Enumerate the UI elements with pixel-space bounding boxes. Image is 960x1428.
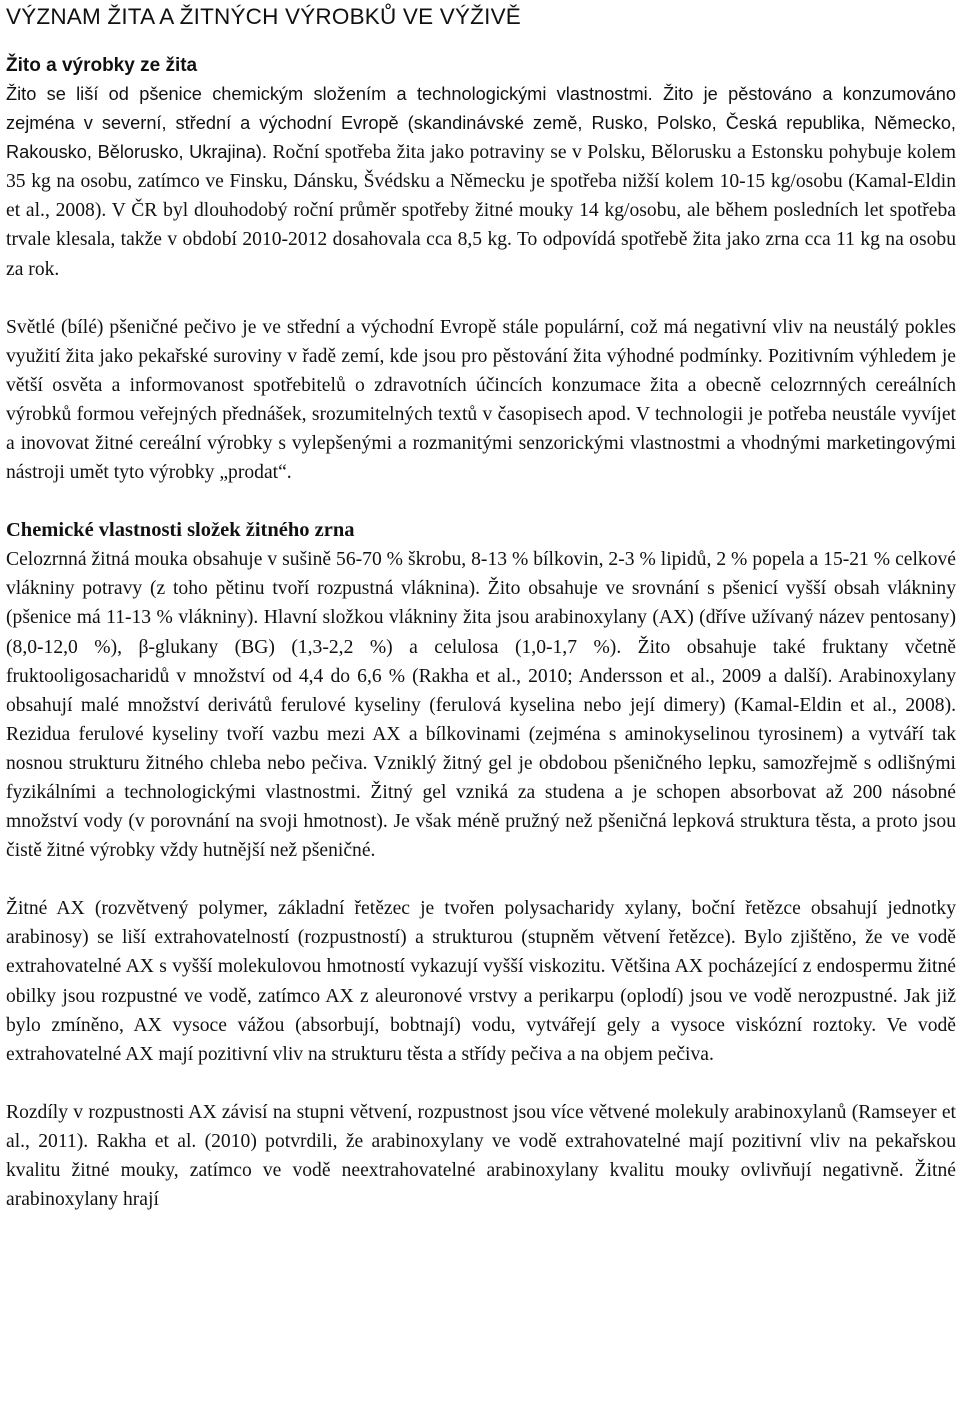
document-title: VÝZNAM ŽITA A ŽITNÝCH VÝROBKŮ VE VÝŽIVĚ [6, 4, 521, 29]
paragraph-white-bread [6, 313, 956, 488]
paragraph-solubility: Rozdíly v rozpustnosti AX závisí na stupni větvení, rozpustnost jsou více větvené molekuly arabinoxylanů (Ramseyer et al., 2011). Rakha et al. (2010) potvrdili, že arabinoxylany ve vodě extrahovatelné mají pozitivní vliv na pekařskou kvalitu žitné mouky, zatímco ve vodě neextrahovatelné arabinoxylany kvalitu mouky ovlivňují negativně. Žitné arabinoxylany hrají [6, 1101, 956, 1211]
paragraph-rye-consumption [6, 80, 956, 284]
paragraph-rye-consumption-part1: Žito se liší od pšenice chemickým složením a technologickými vlastnostmi. Žito je pěstováno a konzumováno zejména v severní, střední a východní Evropě (skandinávské země, Rusko, Polsko, Česká republika, Německo, Rakousko, Bělorusko, Ukrajina). [6, 84, 956, 163]
paragraph-rye-consumption-part2: Roční spotřeba žita jako potraviny se v Polsku, Bělorusku a Estonsku pohybuje kolem 35 kg na osobu, zatímco ve Finsku, Dánsku, Švédsku a Německu je spotřeba nižší kolem 10-15 kg/osobu (Kamal-Eldin et al., 2008). V ČR byl dlouhodobý roční průměr spotřeby žitné mouky 14 kg/osobu, ale během posledních let spotřeba trvale klesala, takže v období 2010-2012 dosahovala cca 8,5 kg. To odpovídá spotřebě žita jako zrna cca 11 kg na osobu za rok. [6, 142, 956, 280]
paragraph-composition: Celozrnná žitná mouka obsahuje v sušině 56-70 % škrobu, 8-13 % bílkovin, 2-3 % lipidů, 2 % popela a 15-21 % celkové vlákniny potravy (z toho pětinu tvoří rozpustná vláknina). Žito obsahuje ve srovnání s pšenicí vyšší obsah vlákniny (pšenice má 11-13 % vlákniny). Hlavní složkou vlákniny žita jsou arabinoxylany (AX) (dříve užívaný název pentosany) (8,0-12,0 %), β-glukany (BG) (1,3-2,2 %) a celulosa (1,0-1,7 %). Žito obsahuje také fruktany včetně fruktooligosacharidů v množství od 4,4 do 6,6 % (Rakha et al., 2010; Andersson et al., 2009 a další). Arabinoxylany obsahují malé množství derivátů ferulové kyseliny (ferulová kyselina nebo její dimery) (Kamal-Eldin et al., 2008). Rezidua ferulové kyseliny tvoří vazbu mezi AX a bílkovinami (zejména s aminokyselinou tyrosinem) a vytváří tak nosnou strukturu žitného chleba nebo pečiva. Vzniklý žitný gel je obdobou pšeničného lepku, samozřejmě s odlišnými fyzikálními a technologickými vlastnostmi. Žitný gel vzniká za studena a je schopen absorbovat až 200 násobné množství vody (v porovnání na svoji hmotnost). Je však méně pružný než pšeničná lepková struktura těsta, a proto jsou čistě žitné výrobky vždy hutnější než pšeničné. [6, 549, 956, 862]
paragraph-white-bread-part2: Pozitivním výhledem je větší osvěta a informovanost spotřebitelů o zdravotních účincích konzumace žita a obecně celozrnných cereálních výrobků formou veřejných přednášek, srozumitelných textů v časopisech apod. V technologii je potřeba neustále vyvíjet a inovovat žitné cereální výrobky s vylepšenými a rozmanitými senzorickými vlastnostmi a vhodnými marketingovými nástroji umět tyto výrobky „prodat“. [6, 345, 956, 484]
paragraph-arabinoxylans: Žitné AX (rozvětvený polymer, základní řetězec je tvořen polysacharidy xylany, boční řetězce obsahují jednotky arabinosy) se liší extrahovatelností (rozpustností) a strukturou (stupněm větvení řetězce). Bylo zjištěno, že ve vodě extrahovatelné AX s vyšší molekulovou hmotností vykazují vyšší viskozitu. Většina AX pocházející z endospermu žitné obilky jsou rozpustné ve vodě, zatímco AX z aleuronové vrstvy a perikarpu (oplodí) jsou ve vodě nerozpustné. Jak již bylo zmíněno, AX vysoce vážou (absorbují, bobtnají) vodu, vytvářejí gely a vysoce viskózní roztoky. Ve vodě extrahovatelné AX mají pozitivní vliv na strukturu těsta a střídy pečiva a na objem pečiva. [6, 898, 956, 1065]
section-heading-rye-products: Žito a výrobky ze žita [6, 55, 198, 76]
section-heading-chemical-properties: Chemické vlastnosti složek žitného zrna [6, 519, 355, 542]
document-page [6, 2, 956, 1214]
paragraph-white-bread-part1: Světlé (bílé) pšeničné pečivo je ve střední a východní Evropě stále populární, což má negativní vliv na neustálý pokles využití žita jako pekařské suroviny v řadě zemí, kde jsou pro pěstování žita výhodné podmínky. [6, 316, 956, 367]
